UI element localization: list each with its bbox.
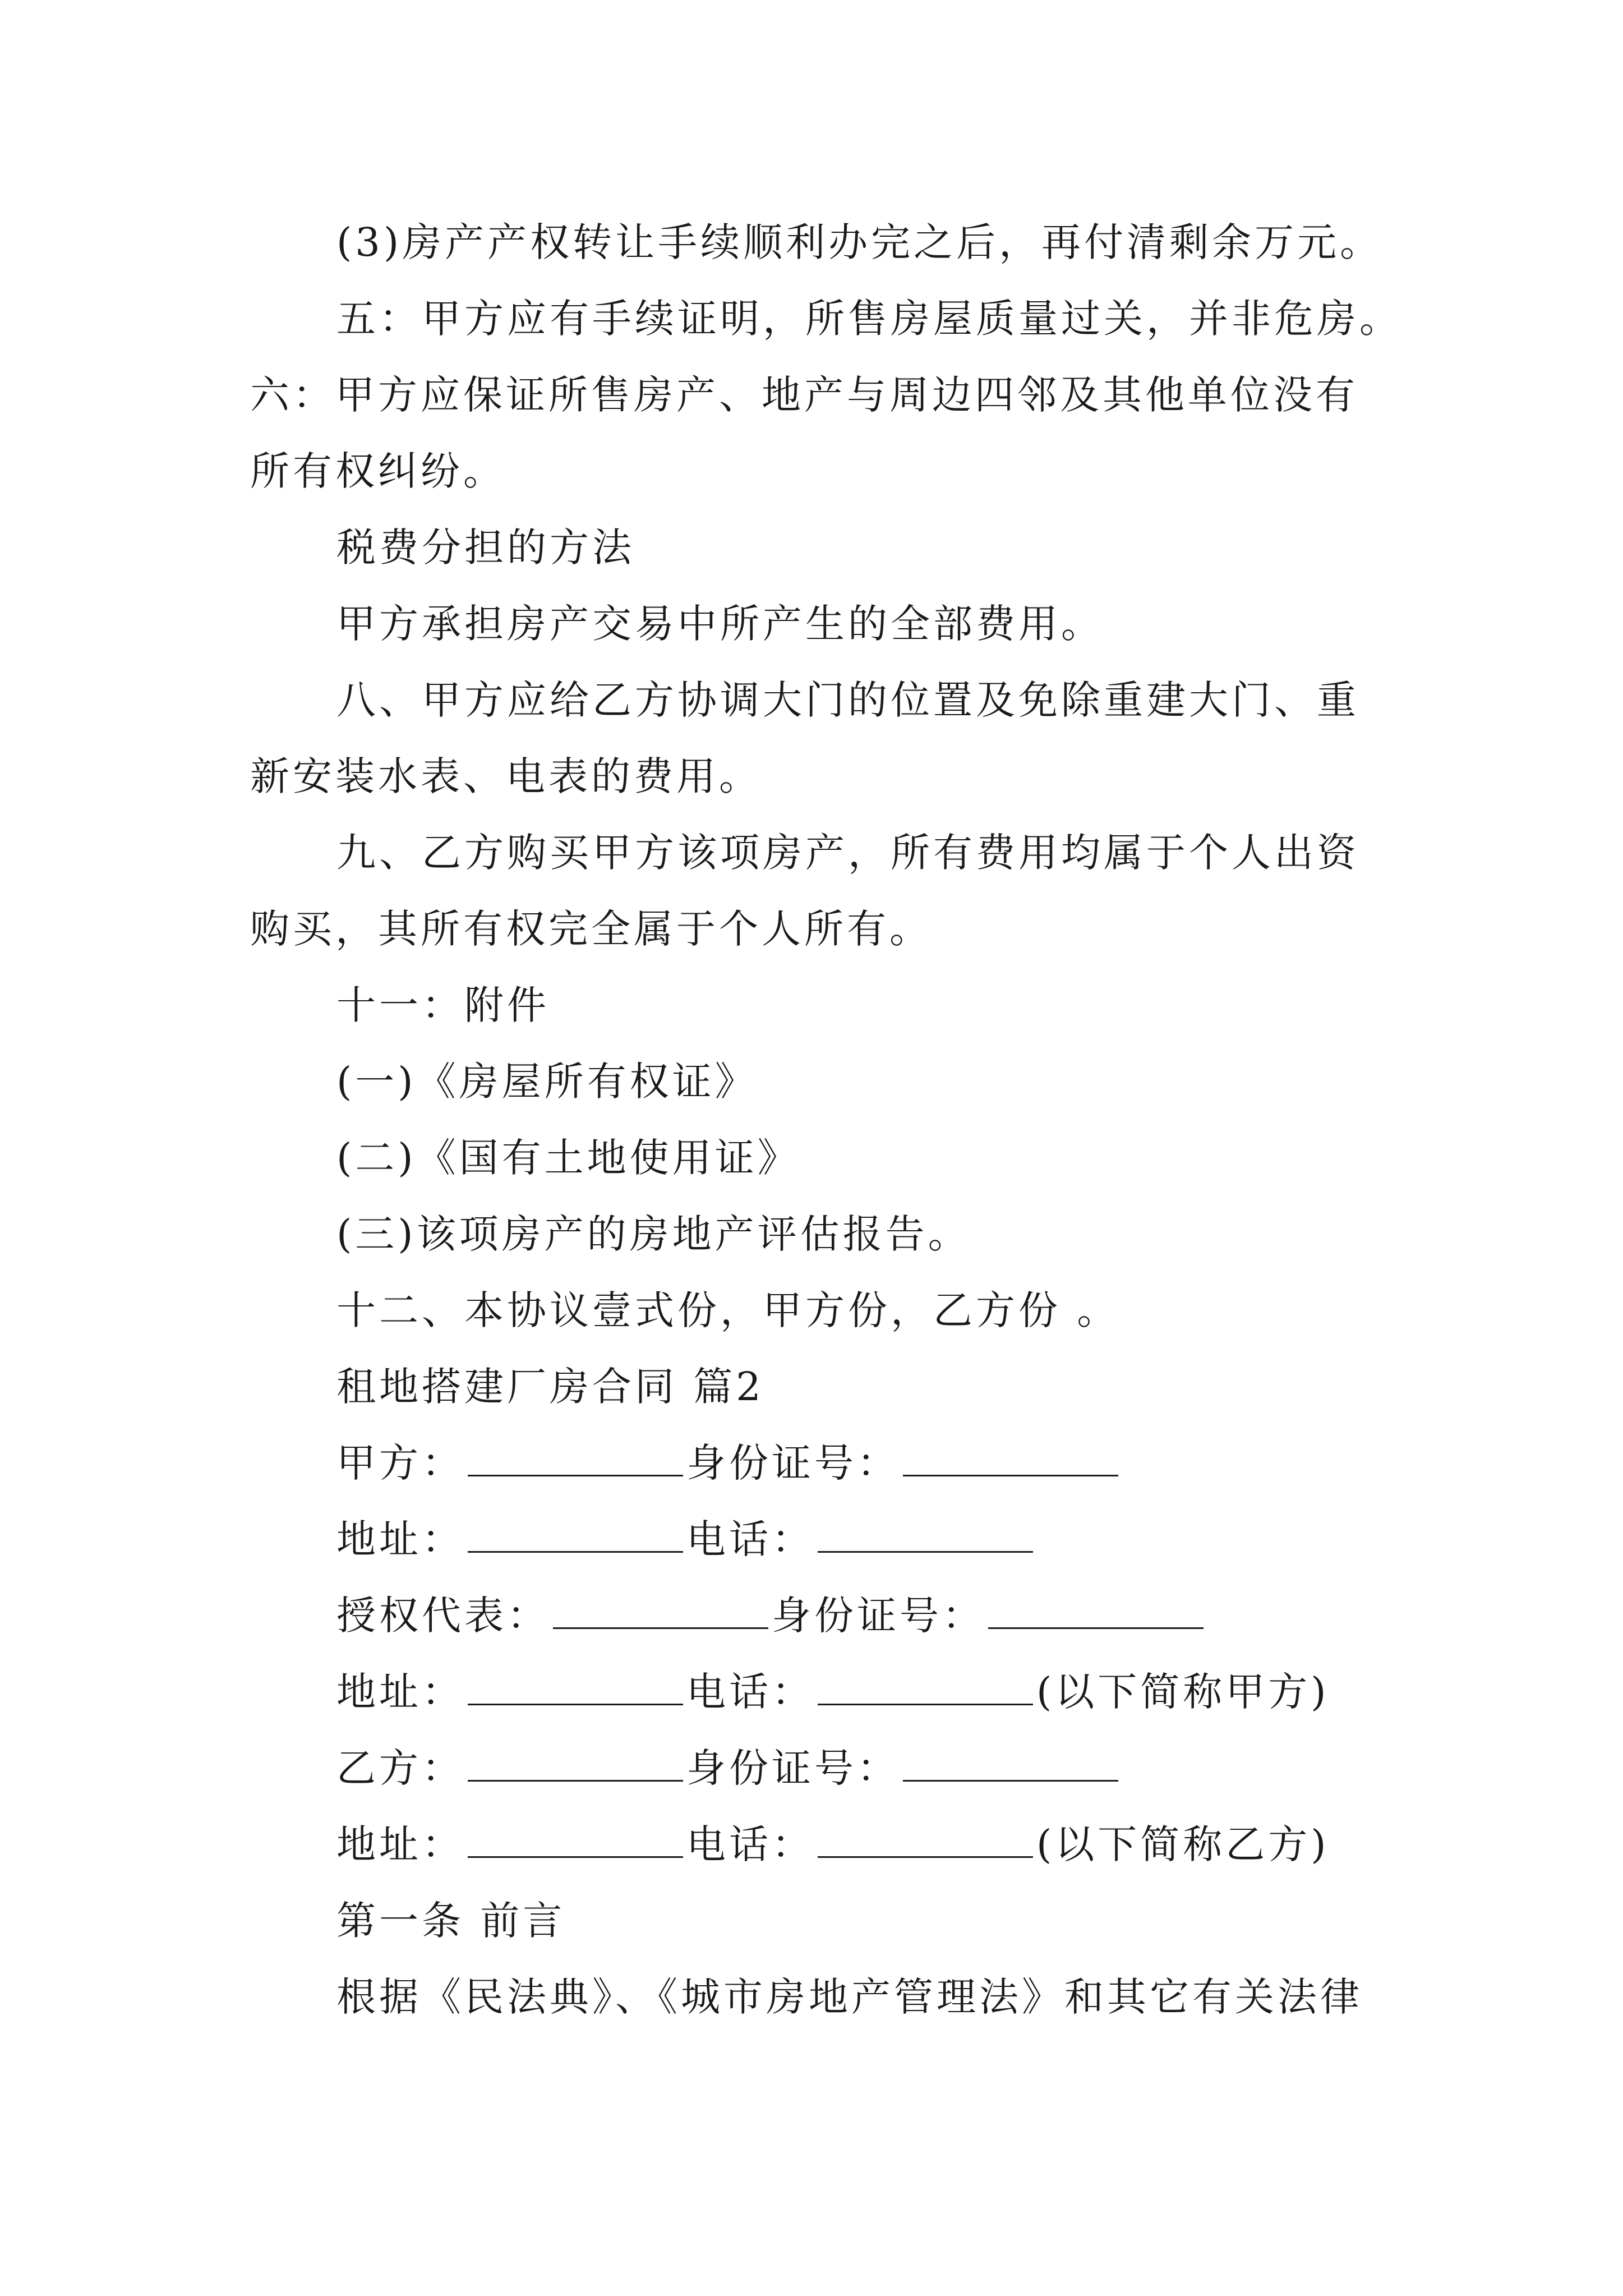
representative-address-label: 地址： bbox=[336, 1669, 464, 1715]
party-b-phone-label: 电话： bbox=[686, 1821, 814, 1867]
article-one-heading: 第一条 前言 bbox=[336, 1898, 566, 1944]
heading-tax-allocation: 税费分担的方法 bbox=[336, 524, 635, 570]
paragraph-tax-allocation: 甲方承担房产交易中所产生的全部费用。 bbox=[336, 601, 1104, 647]
representative-blank bbox=[553, 1594, 768, 1629]
party-a-note: (以下简称甲方) bbox=[1036, 1669, 1330, 1715]
representative-address-blank bbox=[468, 1670, 683, 1705]
heading-attachments: 十一：附件 bbox=[336, 982, 550, 1028]
representative-id-blank bbox=[988, 1594, 1204, 1629]
section-title-contract-2: 租地搭建厂房合同 篇2 bbox=[336, 1364, 764, 1410]
attachment-item-1: (一)《房屋所有权证》 bbox=[336, 1059, 758, 1105]
party-a-blank bbox=[468, 1441, 683, 1476]
attachment-item-3: (三)该项房产的房地产评估报告。 bbox=[336, 1211, 971, 1257]
paragraph-clause-nine-line1: 九、乙方购买甲方该项房产，所有费用均属于个人出资 bbox=[336, 830, 1359, 876]
paragraph-clause-twelve: 十二、本协议壹式份，甲方份，乙方份 。 bbox=[336, 1287, 1120, 1333]
representative-phone-label: 电话： bbox=[686, 1669, 814, 1715]
paragraph-clause-six-line1: 六：甲方应保证所售房产、地产与周边四邻及其他单位没有 bbox=[250, 372, 1358, 418]
form-row-representative bbox=[336, 1589, 1207, 1642]
form-row-party-a-address bbox=[336, 1512, 1036, 1566]
party-a-id-label: 身份证号： bbox=[686, 1440, 900, 1486]
party-a-label: 甲方： bbox=[336, 1440, 464, 1486]
form-row-party-a bbox=[336, 1436, 1122, 1490]
form-row-representative-address bbox=[336, 1665, 1330, 1719]
paragraph-clause-nine-line2: 购买，其所有权完全属于个人所有。 bbox=[250, 906, 932, 952]
party-a-phone-blank bbox=[818, 1517, 1033, 1553]
party-a-address-blank bbox=[468, 1517, 683, 1553]
party-b-label: 乙方： bbox=[336, 1745, 464, 1791]
paragraph-clause-eight-line1: 八、甲方应给乙方协调大门的位置及免除重建大门、重 bbox=[336, 677, 1359, 723]
party-b-address-label: 地址： bbox=[336, 1821, 464, 1867]
party-b-blank bbox=[468, 1746, 683, 1782]
paragraph-clause-six-line2: 所有权纠纷。 bbox=[250, 448, 506, 494]
party-b-note: (以下简称乙方) bbox=[1036, 1821, 1330, 1867]
paragraph-payment-balance: (3)房产产权转让手续顺利办完之后，再付清剩余万元。 bbox=[336, 219, 1383, 265]
party-b-phone-blank bbox=[818, 1823, 1033, 1858]
party-a-address-label: 地址： bbox=[336, 1516, 464, 1562]
party-b-id-label: 身份证号： bbox=[686, 1745, 900, 1791]
party-b-address-blank bbox=[468, 1823, 683, 1858]
paragraph-clause-five: 五：甲方应有手续证明，所售房屋质量过关，并非危房。 bbox=[336, 296, 1402, 342]
attachment-item-2: (二)《国有土地使用证》 bbox=[336, 1135, 800, 1181]
paragraph-clause-eight-line2: 新安装水表、电表的费用。 bbox=[250, 753, 762, 799]
party-a-id-blank bbox=[903, 1441, 1118, 1476]
paragraph-legal-basis: 根据《民法典》、《城市房地产管理法》和其它有关法律 bbox=[336, 1974, 1363, 2020]
representative-label: 授权代表： bbox=[336, 1593, 550, 1639]
form-row-party-b bbox=[336, 1741, 1122, 1795]
party-b-id-blank bbox=[903, 1746, 1118, 1782]
form-row-party-b-address bbox=[336, 1818, 1330, 1871]
representative-id-label: 身份证号： bbox=[772, 1593, 985, 1639]
party-a-phone-label: 电话： bbox=[686, 1516, 814, 1562]
representative-phone-blank bbox=[818, 1670, 1033, 1705]
